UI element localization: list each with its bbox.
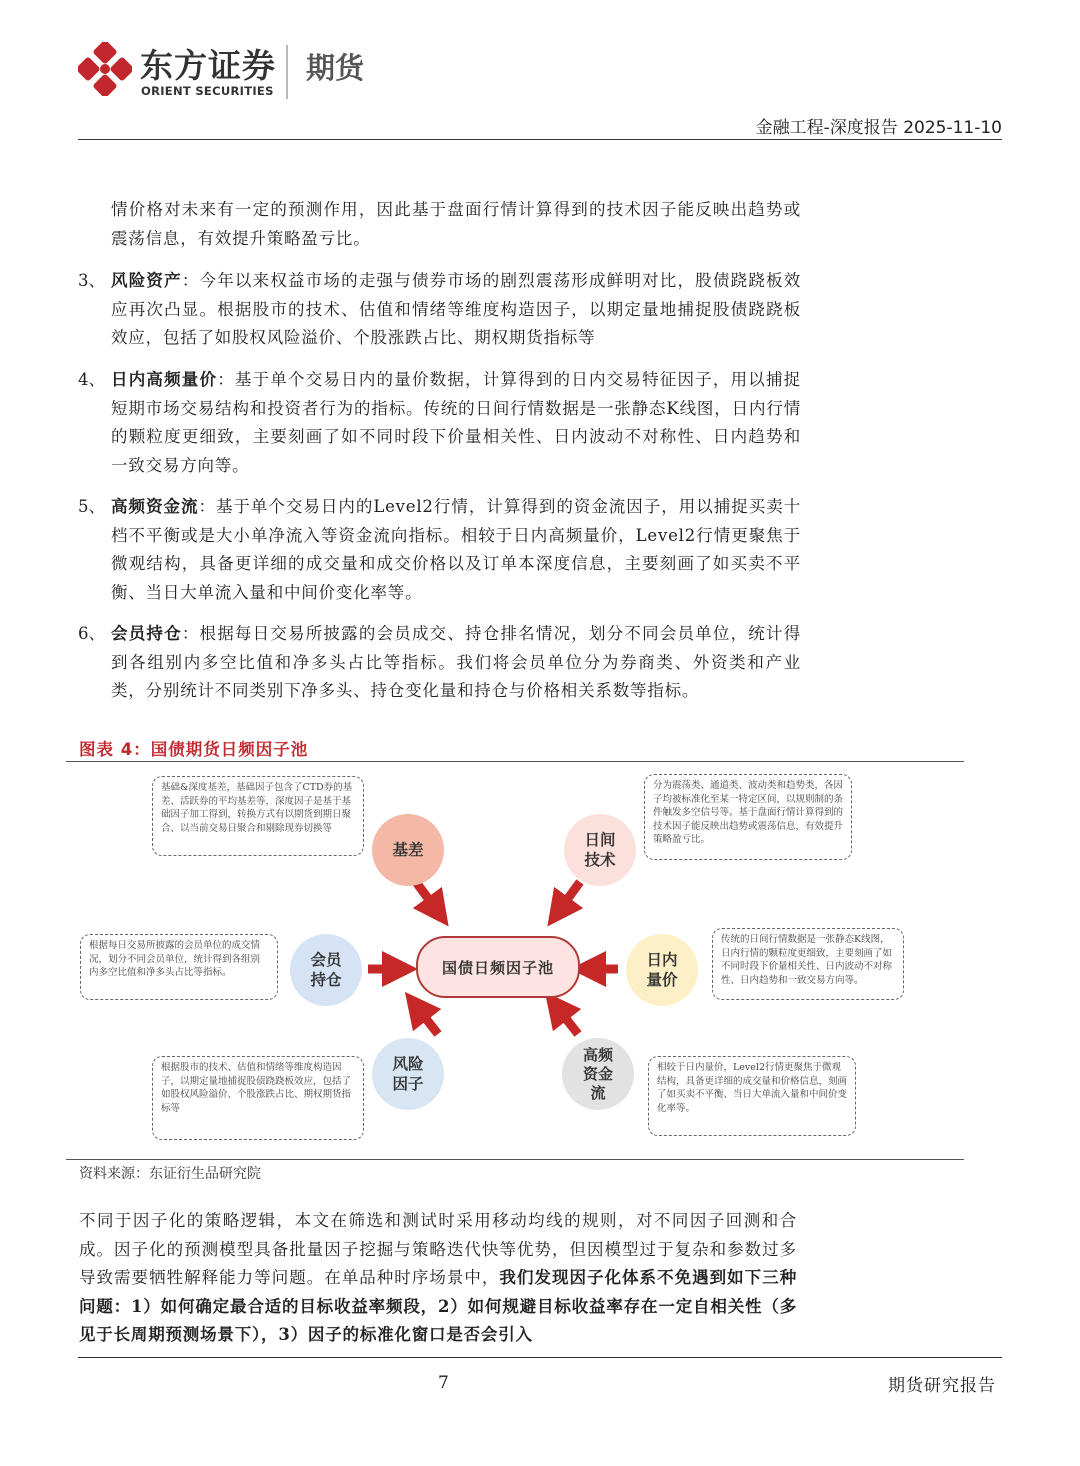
list-item-key: 日内高频量价 xyxy=(111,370,218,389)
report-tag: 金融工程-深度报告 2025-11-10 xyxy=(755,118,1002,138)
figure-bottom-rule xyxy=(66,1159,964,1160)
figure-source: 资料来源：东证衍生品研究院 xyxy=(79,1166,261,1182)
center-node: 国债日频因子池 xyxy=(416,936,580,998)
closing-text-bold: 我们发现因子化体系不免遇到如下三种问题：1）如何确定最合适的目标收益率频段，2）如何规避目标收益率存在一定自相关性（多见于长周期预测场景下），3）因子的标准化窗口是否会引入 xyxy=(79,1268,797,1344)
arrow-icon xyxy=(558,882,580,912)
brand-name-en: ORIENT SECURITIES xyxy=(141,84,274,98)
footer-rule xyxy=(78,1357,1002,1358)
factor-pool-diagram xyxy=(66,762,964,1158)
node-intraday: 日内量价 xyxy=(626,934,698,1006)
node-member: 会员持仓 xyxy=(290,934,362,1006)
arrow-icon xyxy=(556,1006,578,1034)
list-item xyxy=(111,267,801,353)
footer-tag: 期货研究报告 xyxy=(888,1376,996,1396)
list-item-text: ：基于单个交易日内的Level2行情，计算得到的资金流因子，用以捕捉买卖十档不平衡或是大小单净流入等资金流向指标。相较于日内高频量价，Level2行情更聚焦于微观结构，具备更详细的成交量和成交价格以及订单本深度信息，主要刻画了如买卖不平衡、当日大单流入量和中间价变化率等。 xyxy=(111,497,802,602)
node-tech: 日间技术 xyxy=(564,814,636,886)
list-item-number: 4、 xyxy=(78,370,105,389)
note-flow: 相较于日内量价，Level2行情更聚焦于微观结构，具备更详细的成交量和价格信息，刻画了如买卖不平衡、当日大单流入量和中间价变化率等。 xyxy=(648,1056,856,1136)
note-tech: 分为震荡类、通道类、波动类和趋势类，各因子均被标准化至某一特定区间，以规则制的条件触发多空信号等。基于盘面行情计算得到的技术因子能反映出趋势或震荡信息，有效提升策略盈亏比。 xyxy=(644,774,852,860)
note-risk: 根据股市的技术、估值和情绪等维度构造因子，以期定量地捕捉股债跷跷板效应，包括了如股权风险溢价、个股涨跌占比、期权期货指标等 xyxy=(152,1056,364,1140)
node-risk: 风险因子 xyxy=(372,1038,444,1110)
list-item-key: 风险资产 xyxy=(111,271,182,290)
brand-name-cn: 东方证券 xyxy=(140,46,276,85)
node-flow: 高频资金流 xyxy=(562,1038,634,1110)
arrow-icon xyxy=(416,1006,438,1034)
list-item-number: 6、 xyxy=(78,624,105,643)
header-rule xyxy=(78,139,1002,140)
closing-text: 不同于因子化的策略逻辑，本文在筛选和测试时采用移动均线的规则，对不同因子回测和合成。因子化的预测模型具备批量因子挖掘与策略迭代快等优势，但因模型过于复杂和参数过多导致需要牺牲解释能力等问题。在单品种时序场景中， xyxy=(79,1211,797,1287)
list-item xyxy=(111,493,801,607)
list-item-text: ：今年以来权益市场的走强与债券市场的剧烈震荡形成鲜明对比，股债跷跷板效应再次凸显。根据股市的技术、估值和情绪等维度构造因子，以期定量地捕捉股债跷跷板效应，包括了如股权风险溢价、个股涨跌占比、期权期货指标等 xyxy=(111,271,801,347)
brand-divider xyxy=(286,45,288,99)
note-member: 根据每日交易所披露的会员单位的成交情况，划分不同会员单位，统计得到各组别内多空比值和净多头占比等指标。 xyxy=(80,934,278,1000)
node-basis: 基差 xyxy=(372,814,444,886)
closing-paragraph xyxy=(79,1207,797,1350)
figure-title: 图表 4：国债期货日频因子池 xyxy=(79,740,309,759)
intro-paragraph: 情价格对未来有一定的预测作用，因此基于盘面行情计算得到的技术因子能反映出趋势或震荡信息，有效提升策略盈亏比。 xyxy=(111,200,801,248)
note-intraday: 传统的日间行情数据是一张静态K线图，日内行情的颗粒度更细致，主要刻画了如不同时段下价量相关性、日内波动不对称性、日内趋势和一致交易方向等。 xyxy=(712,928,904,1000)
list-item xyxy=(111,620,801,706)
arrow-icon xyxy=(416,882,438,912)
brand-subtitle: 期货 xyxy=(306,51,365,85)
list-item-number: 5、 xyxy=(78,497,105,516)
list-item-text: ：基于单个交易日内的量价数据，计算得到的日内交易特征因子，用以捕捉短期市场交易结构和投资者行为的指标。传统的日间行情数据是一张静态K线图，日内行情的颗粒度更细致，主要刻画了如不同时段下价量相关性、日内波动不对称性、日内趋势和一致交易方向等。 xyxy=(111,370,801,475)
list-item xyxy=(111,366,801,480)
note-basis: 基础&深度基差，基础因子包含了CTD券的基差、活跃券的平均基差等，深度因子是基于基础因子加工得到，转换方式有以期货到期日聚合、以当前交易日聚合和剔除现券切换等 xyxy=(152,776,364,856)
orient-logo-icon xyxy=(78,42,132,96)
list-item-number: 3、 xyxy=(78,271,105,290)
page-number: 7 xyxy=(438,1373,449,1393)
list-item-text: ：根据每日交易所披露的会员成交、持仓排名情况，划分不同会员单位，统计得到各组别内多空比值和净多头占比等指标。我们将会员单位分为券商类、外资类和产业类，分别统计不同类别下净多头、持仓变化量和持仓与价格相关系数等指标。 xyxy=(111,624,801,700)
list-item-key: 会员持仓 xyxy=(111,624,182,643)
list-item-key: 高频资金流 xyxy=(111,497,199,516)
